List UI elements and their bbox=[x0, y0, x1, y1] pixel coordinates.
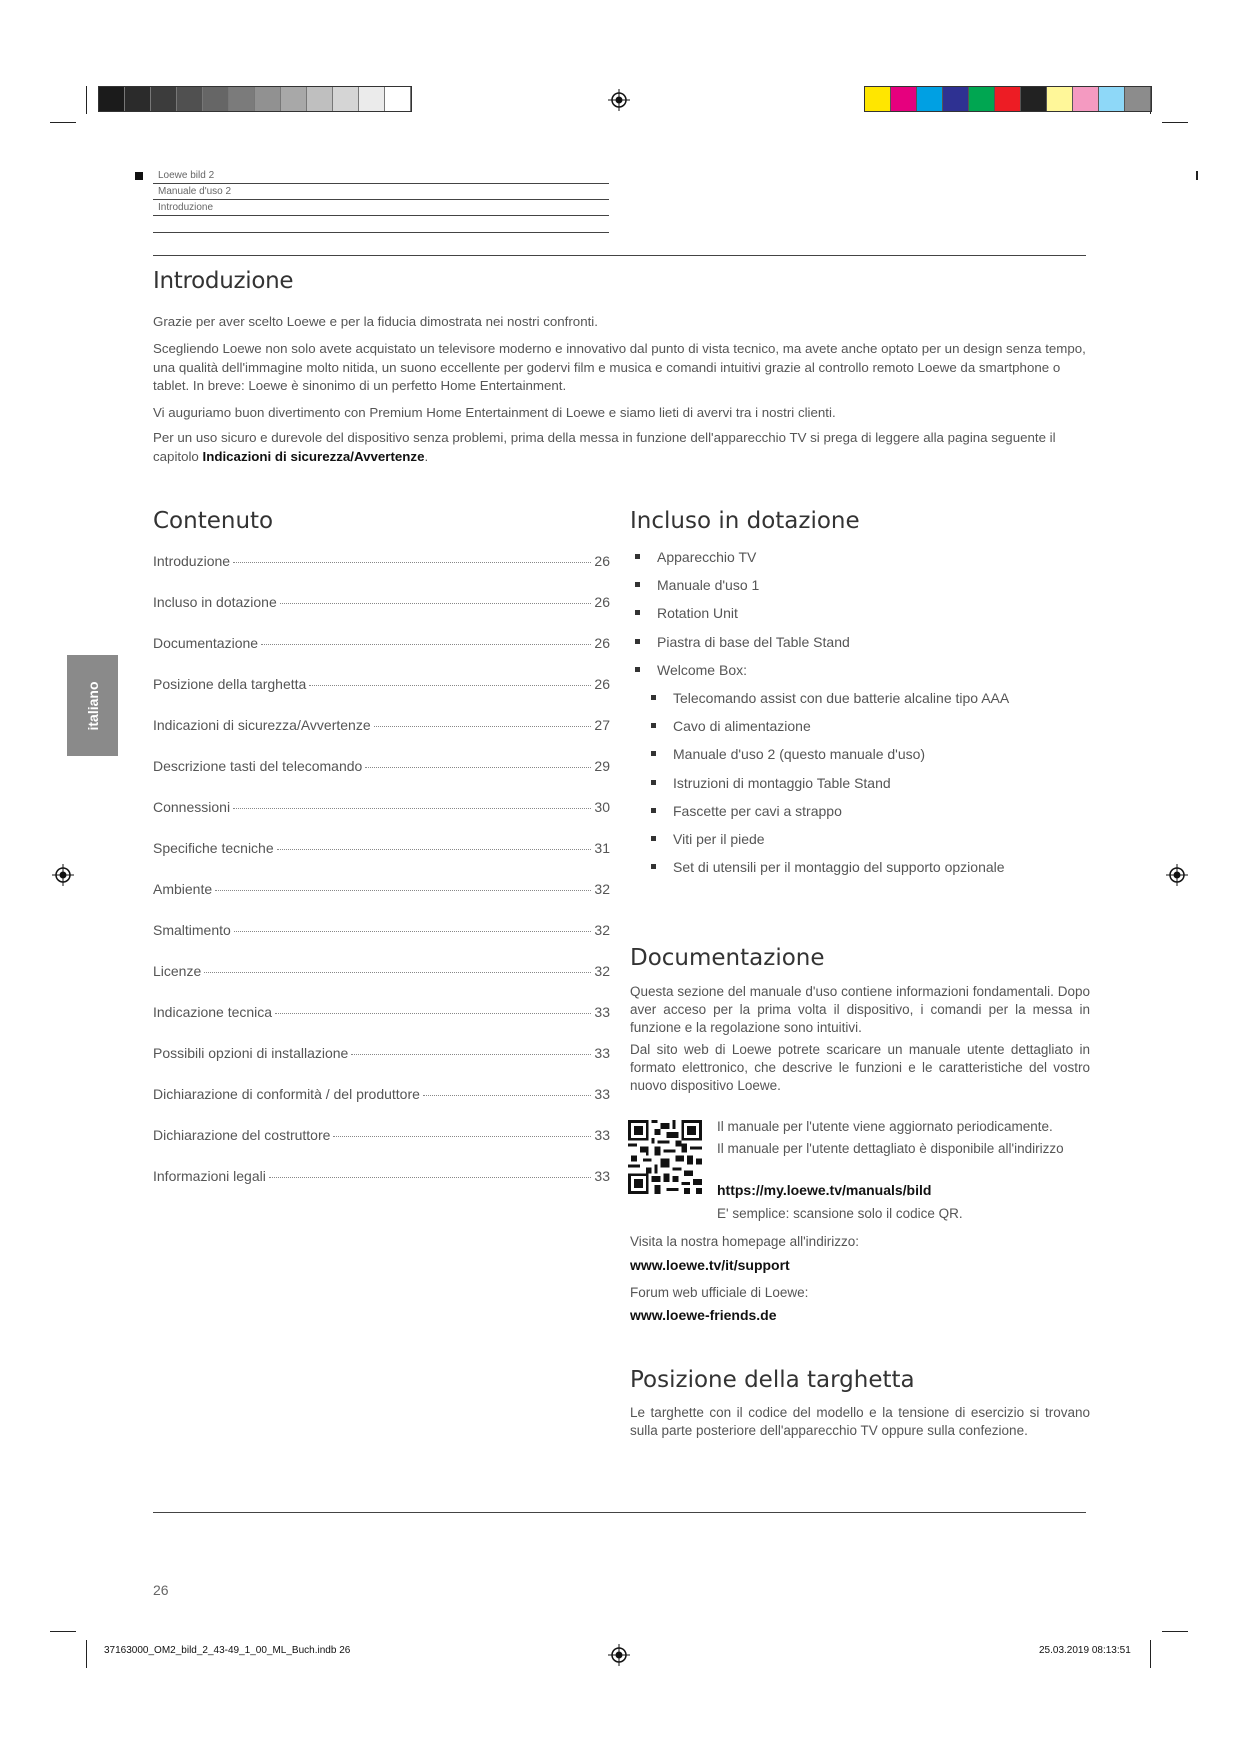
toc-leader bbox=[234, 931, 592, 932]
color-swatch bbox=[1073, 87, 1099, 111]
toc-entry[interactable] bbox=[153, 799, 610, 840]
toc-leader bbox=[351, 1054, 591, 1055]
intro-p4-end: . bbox=[424, 448, 429, 464]
welcome-box-item: Viti per il piede bbox=[630, 828, 1009, 856]
qr-code[interactable] bbox=[628, 1120, 702, 1194]
toc-entry-page: 32 bbox=[594, 881, 610, 897]
homepage-label: Visita la nostra homepage all'indirizzo: bbox=[630, 1234, 859, 1249]
toc-leader bbox=[280, 603, 592, 604]
page-number: 26 bbox=[153, 1582, 169, 1598]
supply-item: Rotation Unit bbox=[630, 602, 1009, 630]
toc-entry[interactable] bbox=[153, 717, 610, 758]
slug-file: 37163000_OM2_bild_2_43-49_1_00_ML_Buch.indb 26 bbox=[104, 1645, 351, 1656]
toc-entry-label: Introduzione bbox=[153, 553, 231, 569]
toc-leader bbox=[333, 1136, 591, 1137]
crop-mark bbox=[1162, 122, 1188, 123]
color-swatch bbox=[1099, 87, 1125, 111]
toc-entry-label: Posizione della targhetta bbox=[153, 676, 307, 692]
gray-swatch bbox=[151, 87, 177, 111]
supply-item: Welcome Box: bbox=[630, 659, 1009, 687]
toc-entry-page: 33 bbox=[594, 1127, 610, 1143]
manual-url-line bbox=[717, 1181, 1090, 1200]
forum-label: Forum web ufficiale di Loewe: bbox=[630, 1285, 809, 1300]
toc-entry-label: Descrizione tasti del telecomando bbox=[153, 758, 363, 774]
gray-swatch bbox=[333, 87, 359, 111]
gray-swatch bbox=[255, 87, 281, 111]
intro-p4-text: Per un uso sicuro e durevole del dispositivo senza problemi, prima della messa in funzione dell'apparecchio TV si prega di leggere alla pagina seguente il capitolo bbox=[153, 430, 1056, 464]
language-tab-label: italiano bbox=[84, 680, 101, 731]
breadcrumb-divider bbox=[153, 232, 609, 233]
toc-leader bbox=[261, 644, 591, 645]
toc-leader bbox=[233, 808, 591, 809]
table-of-contents bbox=[153, 553, 610, 1209]
welcome-box-item: Set di utensili per il montaggio del supporto opzionale bbox=[630, 856, 1009, 884]
welcome-box-item: Telecomando assist con due batterie alcaline tipo AAA bbox=[630, 687, 1009, 715]
toc-leader bbox=[233, 562, 591, 563]
color-swatch bbox=[1021, 87, 1047, 111]
docs-paragraph-1: Questa sezione del manuale d'uso contiene informazioni fondamentali. Dopo aver acceso per la prima volta il dispositivo, i comandi per la messa in funzione e la regolazione sono intuitivi. bbox=[630, 984, 1090, 1035]
intro-paragraph-1: Grazie per aver scelto Loewe e per la fiducia dimostrata nei nostri confronti. bbox=[153, 314, 598, 329]
intro-title: Introduzione bbox=[153, 268, 294, 294]
toc-entry-page: 26 bbox=[594, 594, 610, 610]
welcome-box-item: Manuale d'uso 2 (questo manuale d'uso) bbox=[630, 743, 1009, 771]
toc-entry-page: 33 bbox=[594, 1168, 610, 1184]
toc-leader bbox=[365, 767, 591, 768]
color-swatch bbox=[995, 87, 1021, 111]
crop-mark bbox=[50, 1631, 76, 1632]
toc-entry-page: 33 bbox=[594, 1045, 610, 1061]
toc-entry-page: 31 bbox=[594, 840, 610, 856]
toc-entry-label: Connessioni bbox=[153, 799, 231, 815]
top-rule bbox=[153, 255, 1086, 256]
toc-entry-label: Indicazione tecnica bbox=[153, 1004, 273, 1020]
supply-item: Manuale d'uso 1 bbox=[630, 574, 1009, 602]
breadcrumb-section: Introduzione bbox=[153, 200, 609, 216]
plate-text: Le targhette con il codice del modello e la tensione di esercizio si trovano sulla parte posteriore dell'apparecchio TV oppure sulla confezione. bbox=[630, 1405, 1090, 1438]
color-swatch bbox=[891, 87, 917, 111]
bottom-rule bbox=[153, 1512, 1086, 1513]
toc-entry[interactable] bbox=[153, 553, 610, 594]
plate-title: Posizione della targhetta bbox=[630, 1367, 915, 1393]
toc-entry-page: 33 bbox=[594, 1086, 610, 1102]
docs-title: Documentazione bbox=[630, 945, 825, 971]
toc-entry-page: 30 bbox=[594, 799, 610, 815]
forum-url-line bbox=[630, 1306, 1090, 1325]
toc-entry-label: Indicazioni di sicurezza/Avvertenze bbox=[153, 717, 371, 733]
slug-date: 25.03.2019 08:13:51 bbox=[1039, 1645, 1131, 1656]
gray-swatch bbox=[359, 87, 385, 111]
gray-swatch bbox=[229, 87, 255, 111]
toc-entry[interactable] bbox=[153, 881, 610, 922]
toc-leader bbox=[269, 1177, 592, 1178]
qr-text-1: Il manuale per l'utente viene aggiornato periodicamente. bbox=[717, 1119, 1053, 1134]
toc-leader bbox=[423, 1095, 592, 1096]
toc-entry-page: 33 bbox=[594, 1004, 610, 1020]
color-swatch bbox=[1125, 87, 1151, 111]
crop-mark bbox=[50, 122, 76, 123]
toc-entry[interactable] bbox=[153, 1168, 610, 1209]
forum-url-link[interactable]: www.loewe-friends.de bbox=[630, 1307, 777, 1323]
supply-list bbox=[630, 546, 1009, 884]
gray-swatch bbox=[99, 87, 125, 111]
registration-mark-icon bbox=[608, 1644, 630, 1666]
toc-entry[interactable] bbox=[153, 758, 610, 799]
color-swatch bbox=[1047, 87, 1073, 111]
toc-entry-label: Smaltimento bbox=[153, 922, 231, 938]
qr-hint: E' semplice: scansione solo il codice QR. bbox=[717, 1206, 963, 1221]
qr-text-2: Il manuale per l'utente dettagliato è disponibile all'indirizzo bbox=[717, 1141, 1064, 1156]
toc-entry-label: Documentazione bbox=[153, 635, 259, 651]
crop-mark bbox=[1162, 1631, 1188, 1632]
toc-leader bbox=[215, 890, 591, 891]
grayscale-calibration-strip bbox=[98, 86, 412, 112]
manual-url-link[interactable]: https://my.loewe.tv/manuals/bild bbox=[717, 1182, 932, 1198]
toc-entry[interactable] bbox=[153, 1004, 610, 1045]
toc-entry-label: Specifiche tecniche bbox=[153, 840, 274, 856]
color-swatch bbox=[865, 87, 891, 111]
toc-entry-page: 26 bbox=[594, 635, 610, 651]
welcome-box-item: Istruzioni di montaggio Table Stand bbox=[630, 772, 1009, 800]
toc-entry-page: 27 bbox=[594, 717, 610, 733]
registration-mark-icon bbox=[1166, 864, 1188, 886]
toc-entry-page: 26 bbox=[594, 676, 610, 692]
gray-swatch bbox=[125, 87, 151, 111]
toc-entry[interactable] bbox=[153, 840, 610, 881]
toc-entry[interactable] bbox=[153, 594, 610, 635]
toc-entry-label: Incluso in dotazione bbox=[153, 594, 277, 610]
crop-mark bbox=[86, 86, 87, 114]
color-swatch bbox=[917, 87, 943, 111]
toc-entry-page: 26 bbox=[594, 553, 610, 569]
intro-paragraph-4 bbox=[153, 429, 1088, 466]
registration-mark-icon bbox=[608, 89, 630, 111]
supply-item: Apparecchio TV bbox=[630, 546, 1009, 574]
toc-entry[interactable] bbox=[153, 635, 610, 676]
homepage-url-link[interactable]: www.loewe.tv/it/support bbox=[630, 1257, 790, 1273]
breadcrumb-manual: Manuale d'uso 2 bbox=[153, 184, 609, 200]
toc-leader bbox=[309, 685, 591, 686]
safety-chapter-reference: Indicazioni di sicurezza/Avvertenze bbox=[202, 448, 425, 464]
gray-swatch bbox=[281, 87, 307, 111]
toc-leader bbox=[374, 726, 592, 727]
registration-mark-icon bbox=[52, 864, 74, 886]
toc-leader bbox=[204, 972, 591, 973]
intro-paragraph-3: Vi auguriamo buon divertimento con Premium Home Entertainment di Loewe e siamo lieti di avervi tra i nostri clienti. bbox=[153, 405, 836, 420]
supply-title: Incluso in dotazione bbox=[630, 508, 860, 534]
intro-paragraph-2: Scegliendo Loewe non solo avete acquistato un televisore moderno e innovativo dal punto di vista tecnico, ma avete anche optato per un design senza tempo, una qualità dell'immagine molto nitida, un suono eccellente per godervi film e musica e comandi intuitivi grazie al controllo remoto Loewe da smartphone o tablet. In breve: Loewe è sinonimo di un perfetto Home Entertainment. bbox=[153, 341, 1086, 393]
gray-swatch bbox=[307, 87, 333, 111]
toc-entry[interactable] bbox=[153, 1127, 610, 1168]
supply-item: Piastra di base del Table Stand bbox=[630, 631, 1009, 659]
toc-entry[interactable] bbox=[153, 1045, 610, 1086]
breadcrumb-product: Loewe bild 2 bbox=[153, 168, 609, 184]
docs-paragraph-2: Dal sito web di Loewe potrete scaricare un manuale utente dettagliato in formato elettronico, che descrive le funzioni e le caratteristiche del vostro nuovo dispositivo Loewe. bbox=[630, 1042, 1090, 1093]
toc-leader bbox=[277, 849, 592, 850]
toc-entry-page: 29 bbox=[594, 758, 610, 774]
toc-title: Contenuto bbox=[153, 508, 274, 534]
gray-swatch bbox=[177, 87, 203, 111]
toc-entry-label: Licenze bbox=[153, 963, 202, 979]
welcome-box-item: Fascette per cavi a strappo bbox=[630, 800, 1009, 828]
toc-entry-page: 32 bbox=[594, 922, 610, 938]
toc-entry-label: Possibili opzioni di installazione bbox=[153, 1045, 349, 1061]
color-calibration-strip bbox=[864, 86, 1152, 112]
header-marker bbox=[135, 172, 143, 180]
crop-mark bbox=[86, 1640, 87, 1668]
toc-entry[interactable] bbox=[153, 1086, 610, 1127]
toc-leader bbox=[275, 1013, 591, 1014]
color-swatch bbox=[969, 87, 995, 111]
homepage-url-line bbox=[630, 1256, 1090, 1275]
color-swatch bbox=[943, 87, 969, 111]
toc-entry-label: Dichiarazione del costruttore bbox=[153, 1127, 331, 1143]
language-tab bbox=[67, 655, 118, 756]
toc-entry[interactable] bbox=[153, 676, 610, 717]
crop-mark bbox=[1196, 171, 1198, 180]
toc-entry[interactable] bbox=[153, 922, 610, 963]
toc-entry-label: Informazioni legali bbox=[153, 1168, 266, 1184]
toc-entry[interactable] bbox=[153, 963, 610, 1004]
gray-swatch bbox=[385, 87, 411, 111]
welcome-box-item: Cavo di alimentazione bbox=[630, 715, 1009, 743]
gray-swatch bbox=[203, 87, 229, 111]
toc-entry-page: 32 bbox=[594, 963, 610, 979]
toc-entry-label: Dichiarazione di conformità / del produttore bbox=[153, 1086, 420, 1102]
toc-entry-label: Ambiente bbox=[153, 881, 213, 897]
crop-mark bbox=[1150, 1640, 1151, 1668]
